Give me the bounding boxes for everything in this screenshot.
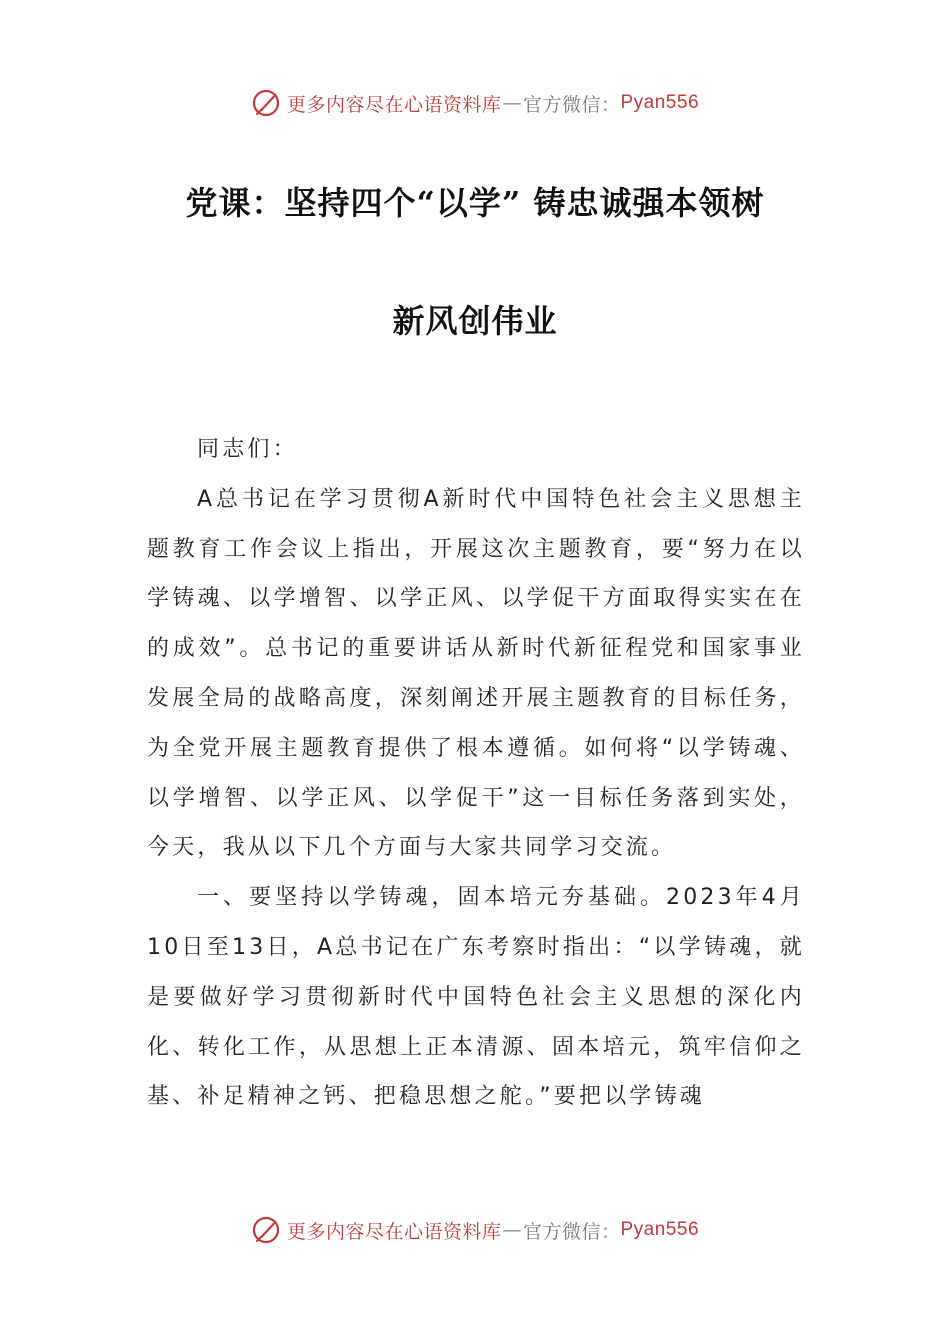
- footer-watermark: [0, 1213, 950, 1247]
- paragraph-2: 一、要坚持以学铸魂，固本培元夯基础。2023年4月10日至13日，A总书记在广东考察时指出：“以学铸魂，就是要做好学习贯彻新时代中国特色社会主义思想的深化内化、转化工作，从思想上正本清源、固本培元，筑牢信仰之基、补足精神之钙、把稳思想之舵。”要把以学铸魂: [147, 885, 805, 1110]
- watermark-brand: 更多内容尽在心语资料库: [286, 1220, 502, 1243]
- watermark-sub: 官方微信：: [522, 93, 621, 116]
- quill-logo-icon: [251, 87, 283, 119]
- page-title-line2: 新风创伟业: [392, 302, 558, 340]
- watermark-dash: —: [502, 92, 522, 114]
- paragraph-1: A总书记在学习贯彻A新时代中国特色社会主义思想主题教育工作会议上指出，开展这次主题教育，要“努力在以学铸魂、以学增智、以学正风、以学促干方面取得实实在在的成效”。总书记的重要讲话从新时代新征程党和国家事业发展全局的战略高度，深刻阐述开展主题教育的目标任务，为全党开展主题教育提供了根本遵循。如何将“以学铸魂、以学增智、以学正风、以学促干”这一目标任务落到实处，今天，我从以下几个方面与大家共同学习交流。: [147, 486, 805, 861]
- watermark-brand: 更多内容尽在心语资料库: [286, 93, 502, 116]
- page-title-line1: 党课：坚持四个“以学” 铸忠诚强本领树: [185, 184, 765, 222]
- watermark-dash: —: [502, 1219, 522, 1241]
- watermark-wechat-id: Pyan556: [620, 1219, 700, 1240]
- document-body: [147, 425, 805, 1122]
- watermark-wechat-id: Pyan556: [620, 92, 700, 113]
- quill-logo-icon: [251, 1214, 283, 1246]
- greeting: 同志们：: [197, 437, 298, 462]
- header-watermark: [0, 86, 950, 120]
- watermark-sub: 官方微信：: [522, 1220, 621, 1243]
